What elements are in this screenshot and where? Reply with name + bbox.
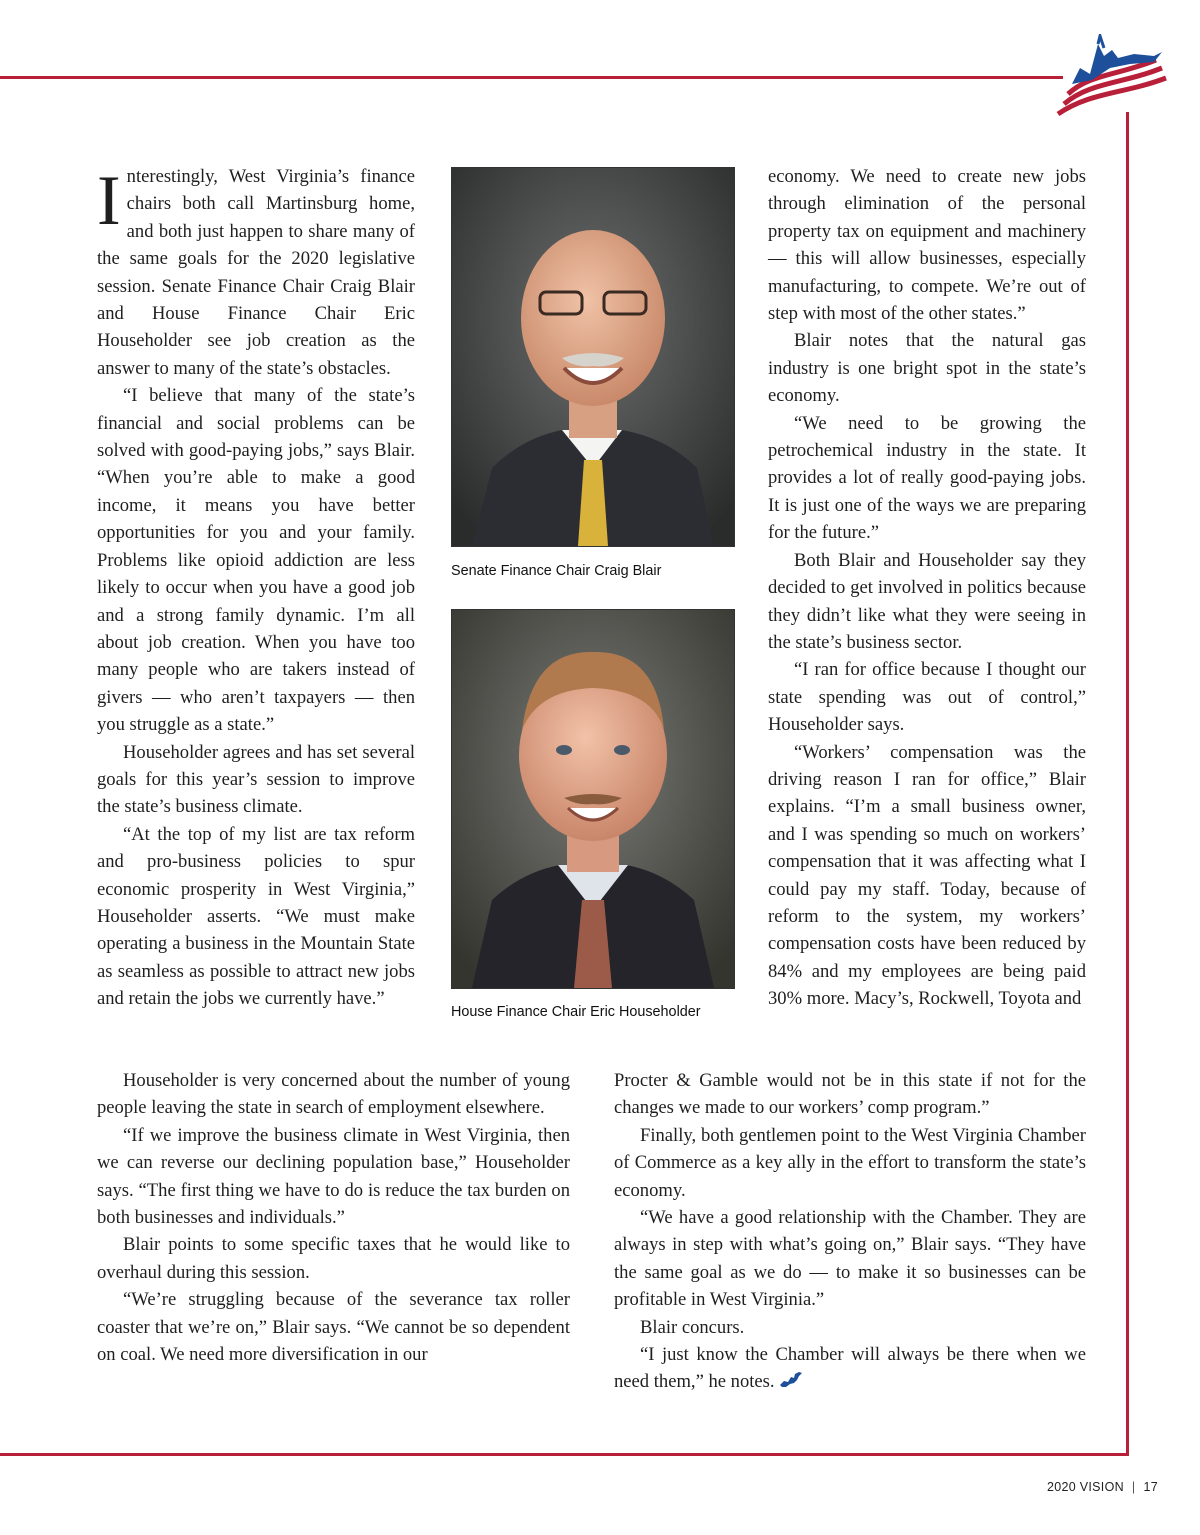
flag-logo-icon xyxy=(1050,34,1170,122)
publication-name: 2020 VISION xyxy=(1046,1480,1124,1494)
article-paragraph: Blair notes that the natural gas industry is one bright spot in the state’s economy. xyxy=(768,330,1086,407)
footer-separator: | xyxy=(1131,1480,1136,1494)
article-paragraph: Finally, both gentlemen point to the West Virginia Chamber of Commerce as a key ally in the effort to transform the state’s economy. xyxy=(614,1124,1086,1201)
article-paragraph: economy. We need to create new jobs through elimination of the personal property tax on equipment and machinery — this will allow businesses, especially manufacturing, to compete. We’re out of step with most of the other states.” xyxy=(768,166,1086,325)
west-virginia-end-mark-icon xyxy=(779,1371,803,1388)
article-paragraph: “If we improve the business climate in West Virginia, then we can reverse our declining population base,” Householder says. “The first thing we have to do is reduce the tax burden on both businesses and individuals.” xyxy=(97,1124,570,1229)
portrait-eric-householder xyxy=(451,609,735,989)
article-paragraph: Blair concurs. xyxy=(640,1316,745,1338)
photo-caption: House Finance Chair Eric Householder xyxy=(451,1004,701,1020)
portrait-craig-blair xyxy=(451,167,735,547)
right-border-rule xyxy=(1126,112,1129,1456)
article-paragraph: Householder is very concerned about the number of young people leaving the state in search of employment elsewhere. xyxy=(97,1070,570,1119)
article-column-1-wide xyxy=(97,1067,570,1368)
article-paragraph: “I just know the Chamber will always be there when we need them,” he notes. xyxy=(614,1344,1086,1393)
article-paragraph: Procter & Gamble would not be in this state if not for the changes we made to our workers’ comp program.” xyxy=(614,1070,1086,1119)
article-paragraph: Both Blair and Householder say they decided to get involved in politics because they didn’t like what they were seeing in the state’s business sector. xyxy=(768,549,1086,653)
article-paragraph: “Workers’ compensation was the driving reason I ran for office,” Blair explains. “I’m a small business owner, and I was spending so much on workers’ compensation that it was affecting what I could pay my staff. Today, because of reform to the system, my workers’ compensation costs have been reduced by 84% and my employees are being paid 30% more. Macy’s, Rockwell, Toyota and xyxy=(768,741,1086,1010)
article-paragraph: “At the top of my list are tax reform and pro-business policies to spur economic prosperity in West Virginia,” Householder asserts. “We must make operating a business in the Mountain State as seamless as possible to attract new jobs and retain the jobs we currently have.” xyxy=(97,823,415,1010)
article-column-3-wide xyxy=(614,1067,1086,1396)
photo-caption: Senate Finance Chair Craig Blair xyxy=(451,563,662,579)
article-paragraph: “We have a good relationship with the Chamber. They are always in step with what’s going on,” Blair says. “They have the same goal as we do — to make it so businesses can be profitable in West Virginia.” xyxy=(614,1207,1086,1311)
article-paragraph: “We need to be growing the petrochemical industry in the state. It provides a lot of really good-paying jobs. It is just one of the ways we are preparing for the future.” xyxy=(768,412,1086,544)
page-number: 17 xyxy=(1143,1480,1158,1494)
article-paragraph: “I ran for office because I thought our state spending was out of control,” Householder says. xyxy=(768,659,1086,736)
article-paragraph: “We’re struggling because of the severance tax roller coaster that we’re on,” Blair says. “We cannot be so dependent on coal. We need more diversification in our xyxy=(97,1289,570,1366)
bottom-border-rule xyxy=(0,1453,1129,1456)
top-border-rule xyxy=(0,76,1063,79)
page-footer xyxy=(1047,1480,1158,1494)
article-column-1 xyxy=(97,163,415,1013)
article-paragraph: Blair points to some specific taxes that he would like to overhaul during this session. xyxy=(97,1234,570,1283)
article-column-3 xyxy=(768,163,1086,1013)
article-paragraph: Interestingly, West Virginia’s finance chairs both call Martinsburg home, and both just happen to share many of the same goals for the 2020 legislative session. Senate Finance Chair Craig Blair and House Finance Chair Eric Householder see job creation as the answer to many of the state’s obstacles. xyxy=(97,162,415,379)
article-paragraph: “I believe that many of the state’s financial and social problems can be solved with good-paying jobs,” says Blair. “When you’re able to make a good income, it means you have better opportunities for you and your family. Problems like opioid addiction are less likely to occur when you have a good job and a strong family dynamic. I’m all about job creation. When you have too many people who are takers instead of givers — who aren’t taxpayers — then you struggle as a state.” xyxy=(97,385,415,736)
drop-cap: I xyxy=(97,162,121,240)
article-paragraph: Householder agrees and has set several goals for this year’s session to improve the state’s business climate. xyxy=(97,741,415,818)
